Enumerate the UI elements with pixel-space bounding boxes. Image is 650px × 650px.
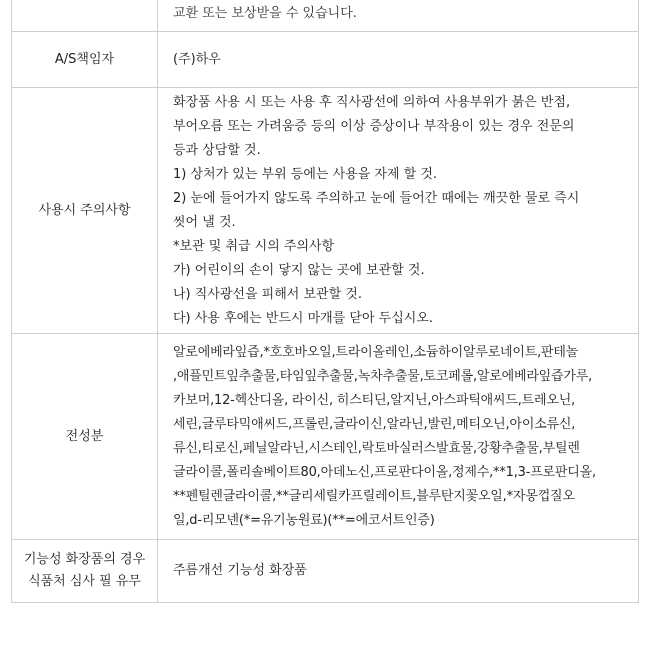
caution-line: 나) 직사광선을 피해서 보관할 것. (173, 286, 362, 302)
caution-line: 1) 상처가 있는 부위 등에는 사용을 자제 할 것. (173, 166, 438, 182)
exchange-text: 교환 또는 보상받을 수 있습니다. (173, 6, 357, 21)
ingredient-line: 세린,글루타믹애씨드,프롤린,글라이신,알라닌,발린,메티오닌,아이소류신, (173, 416, 576, 432)
ingredients-header: 전성분 (12, 334, 158, 540)
ingredient-line: ,애플민트잎추출물,타임잎추출물,녹차추출물,토코페롤,알로에베라잎즙가루, (173, 368, 593, 384)
row-header-empty (12, 0, 158, 32)
ingredients-value (158, 334, 639, 540)
as-manager-header: A/S책임자 (12, 32, 158, 88)
product-info-table (11, 0, 639, 603)
ingredient-line: 류신,티로신,페닐알라닌,시스테인,락토바실러스발효물,강황추출물,부틸렌 (173, 440, 580, 456)
caution-header: 사용시 주의사항 (12, 88, 158, 334)
ingredient-line: 글라이콜,폴리솔베이트80,아데노신,프로판다이올,정제수,**1,3-프로판디올, (173, 464, 596, 480)
caution-line: 씻어 낼 것. (173, 214, 236, 230)
functional-header-line: 식품처 심사 필 유무 (28, 574, 141, 589)
as-manager-value: (주)하우 (158, 32, 639, 88)
caution-line: *보관 및 취급 시의 주의사항 (173, 238, 335, 254)
caution-line: 가) 어린이의 손이 닿지 않는 곳에 보관할 것. (173, 262, 425, 278)
table-row (12, 334, 639, 540)
caution-line: 2) 눈에 들어가지 않도록 주의하고 눈에 들어간 때에는 깨끗한 물로 즉시 (173, 190, 580, 206)
caution-line: 화장품 사용 시 또는 사용 후 직사광선에 의하여 사용부위가 붉은 반점, (173, 94, 571, 110)
table-row (12, 88, 639, 334)
ingredient-line: 알로에베라잎즙,*호호바오일,트라이올레인,소듐하이알루로네이트,판테놀 (173, 344, 579, 360)
functional-header-line: 기능성 화장품의 경우 (23, 552, 146, 567)
table-row (12, 32, 639, 88)
functional-header (12, 540, 158, 603)
ingredient-line: **펜틸렌글라이콜,**글리세릴카프릴레이트,블루탄지꽃오일,*자몽껍질오 (173, 488, 575, 504)
row-value (158, 0, 639, 32)
ingredient-line: 일,d-리모넨(*=유기농원료)(**=에코서트인증) (173, 512, 435, 528)
caution-line: 부어오름 또는 가려움증 등의 이상 증상이나 부작용이 있는 경우 전문의 (173, 118, 575, 134)
functional-value: 주름개선 기능성 화장품 (158, 540, 639, 603)
table-row (12, 0, 639, 32)
ingredient-line: 카보머,12-헥산디올, 라이신, 히스티딘,알지닌,아스파틱애씨드,트레오닌, (173, 392, 576, 408)
caution-value (158, 88, 639, 334)
caution-line: 다) 사용 후에는 반드시 마개를 닫아 두십시오. (173, 310, 434, 326)
caution-line: 등과 상담할 것. (173, 142, 261, 158)
table-row (12, 540, 639, 603)
